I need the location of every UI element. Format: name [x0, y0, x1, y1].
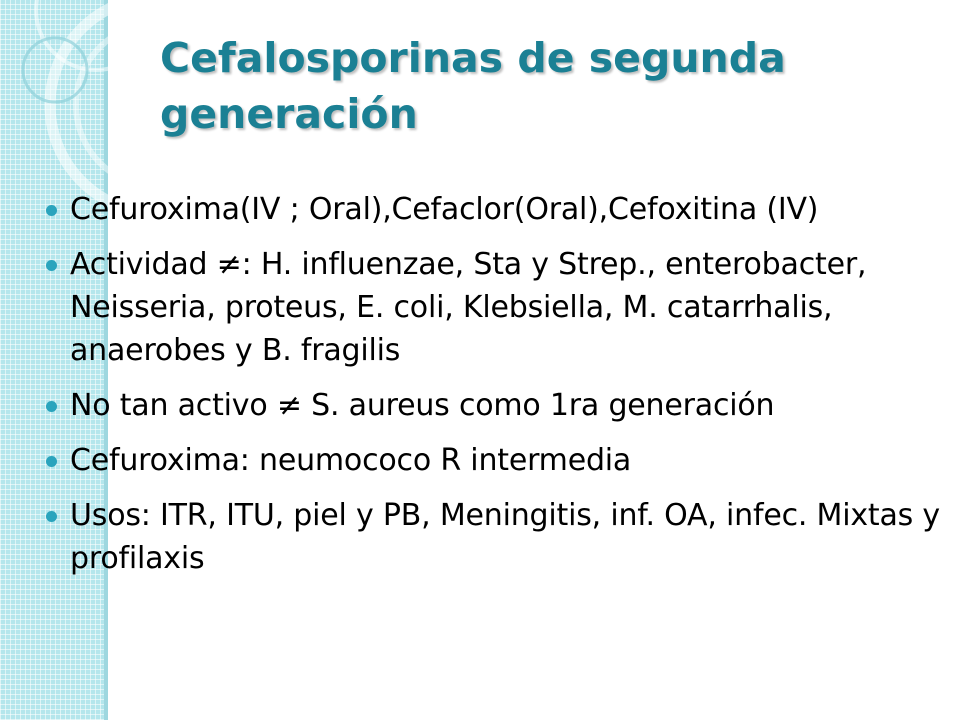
list-item	[70, 243, 946, 372]
bullet-icon	[46, 456, 57, 467]
slide-title: Cefalosporinas de segunda generación	[160, 34, 786, 138]
bullet-text: Usos: ITR, ITU, piel y PB, Meningitis, inf. OA, infec. Mixtas y profilaxis	[70, 498, 940, 576]
bullet-list	[46, 188, 946, 592]
bullet-icon	[46, 401, 57, 412]
bullet-text: No tan activo ≠ S. aureus como 1ra generación	[70, 388, 775, 423]
list-item	[70, 494, 946, 580]
bullet-text: Cefuroxima(IV ; Oral),Cefaclor(Oral),Cefoxitina (IV)	[70, 192, 819, 227]
bullet-icon	[46, 511, 57, 522]
bullet-icon	[46, 260, 57, 271]
bullet-text: Actividad ≠: H. influenzae, Sta y Strep., enterobacter, Neisseria, proteus, E. coli, Klebsiella, M. catarrhalis, anaerobes y B. fragilis	[70, 247, 867, 368]
list-item	[70, 439, 946, 482]
list-item	[70, 384, 946, 427]
bullet-text: Cefuroxima: neumococo R intermedia	[70, 443, 632, 478]
bullet-icon	[46, 205, 57, 216]
list-item	[70, 188, 946, 231]
